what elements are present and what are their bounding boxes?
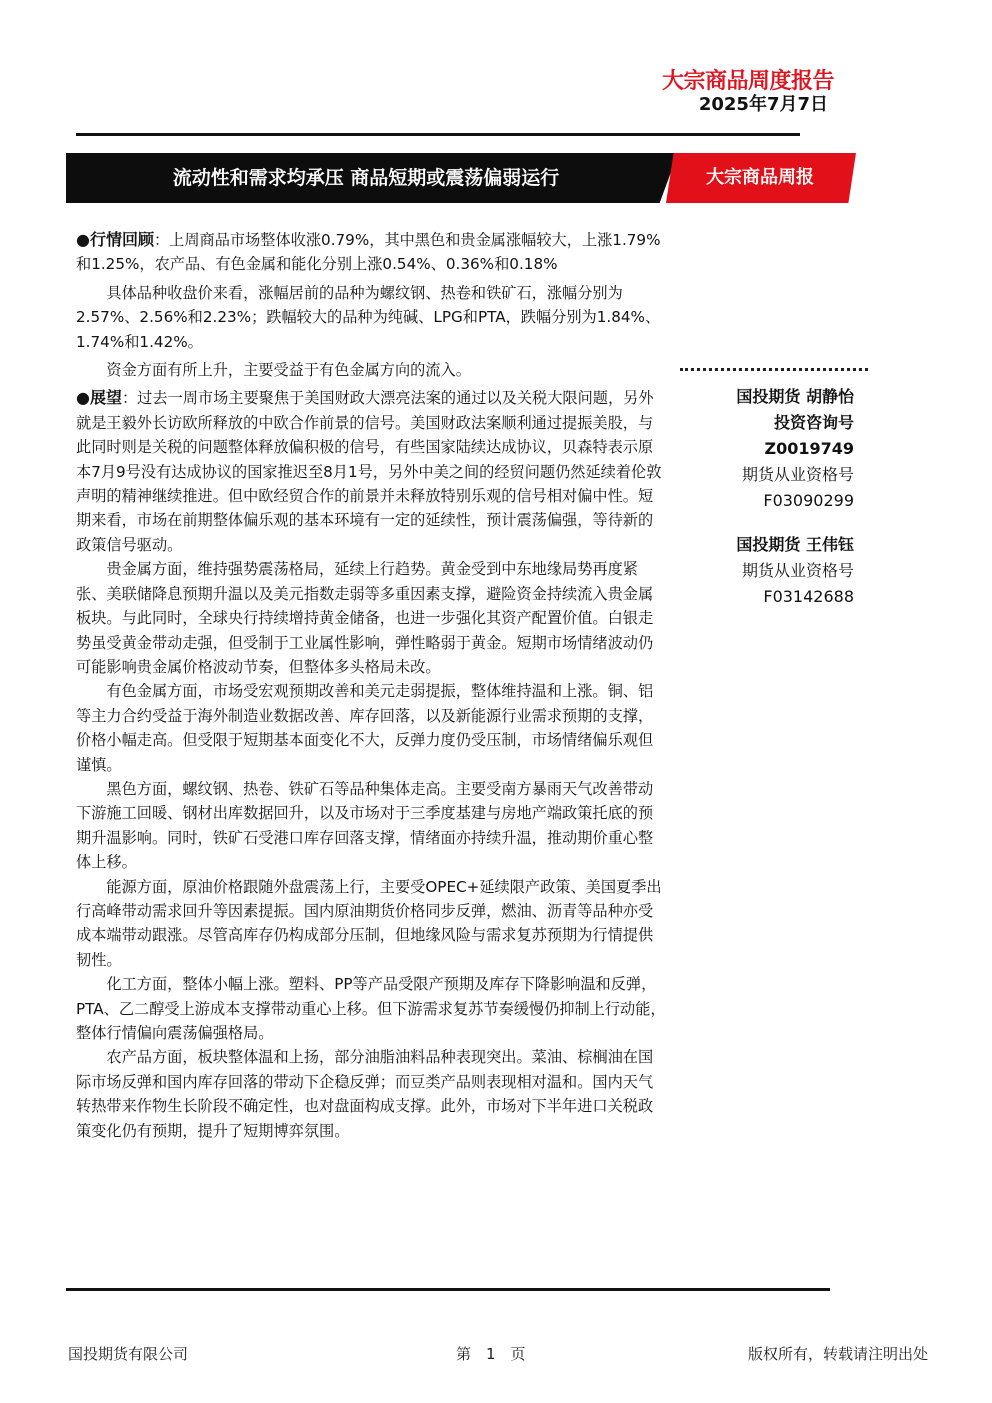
footer-page-number: 第 1 页	[456, 1345, 526, 1363]
author-spacer	[680, 514, 854, 532]
report-title: 大宗商品周度报告	[661, 69, 834, 94]
nonferrous-paragraph: 有色金属方面，市场受宏观预期改善和美元走弱提振，整体维持温和上涨。铜、铝等主力合约受益于海外制造业数据改善、库存回落，以及新能源行业需求预期的支撑，价格小幅走高。但受限于短期基本面变化不大，反弹力度仍受压制，市场情绪偏乐观但谨慎。	[76, 682, 654, 774]
outlook-text: ：过去一周市场主要聚焦于美国财政大漂亮法案的通过以及关税大限问题，另外就是王毅外长访欧所释放的中欧合作前景的信号。美国财政法案顺利通过提振美股，与此同时则是关税的问题整体释放偏积极的信号，有些国家陆续达成协议，贝森特表示原本7月9号没有达成协议的国家推迟至8月1号，另外中美之间的经贸问题仍然延续着伦敦声明的精神继续推进。但中欧经贸合作的前景并未释放特别乐观的信号相对偏中性。短期来看，市场在前期整体偏乐观的基本环境有一定的延续性，预计震荡偏强，等待新的政策信号驱动。	[76, 389, 662, 554]
author-2-name: 国投期货 王伟钰	[736, 535, 854, 554]
bottom-divider	[66, 1288, 830, 1291]
author-1-cert-number: Z0019749	[764, 439, 854, 458]
author-1-qual-label: 期货从业资格号	[741, 465, 854, 484]
page-title: 流动性和需求均承压 商品短期或震荡偏弱运行	[172, 167, 560, 189]
energy-paragraph: 能源方面，原油价格跟随外盘震荡上行，主要受OPEC+延续限产政策、美国夏季出行高峰带动需求回升等因素提振。国内原油期货价格同步反弹，燃油、沥青等品种亦受成本端带动跟涨。尽管高库存仍构成部分压制，但地缘风险与需求复苏预期为行情提供韧性。	[76, 877, 662, 969]
author-1-cert-label: 投资咨询号	[773, 413, 854, 432]
market-review-text: ：上周商品市场整体收涨0.79%，其中黑色和贵金属涨幅较大，上涨1.79%和1.25%，农产品、有色金属和能化分别上涨0.54%、0.36%和0.18%	[76, 231, 661, 274]
author-1-qual-number: F03090299	[763, 491, 854, 510]
outlook-paragraph	[76, 386, 666, 557]
varieties-paragraph: 具体品种收盘价来看，涨幅居前的品种为螺纹钢、热卷和铁矿石，涨幅分别为2.57%、2.56%和2.23%；跌幅较大的品种为纯碱、LPG和PTA，跌幅分别为1.84%、1.74%和1.42%。	[76, 283, 661, 351]
ferrous-paragraph: 黑色方面，螺纹钢、热卷、铁矿石等品种集体走高。主要受南方暴雨天气改善带动下游施工回暖、钢材出库数据回升，以及市场对于三季度基建与房地产端政策托底的预期升温影响。同时，铁矿石受港口库存回落支撑，情绪面亦持续升温，推动期价重心整体上移。	[76, 779, 654, 872]
market-review-paragraph	[76, 228, 666, 277]
funds-paragraph: 资金方面有所上升，主要受益于有色金属方向的流入。	[106, 361, 471, 380]
author-panel	[680, 384, 854, 610]
author-2-qual-number: F03142688	[763, 587, 854, 606]
footer-copyright: 版权所有，转载请注明出处	[747, 1345, 928, 1363]
outlook-label: ●展望	[76, 388, 122, 408]
section-label: 大宗商品周报	[706, 167, 814, 188]
top-divider	[76, 133, 800, 136]
report-body	[76, 228, 666, 1143]
report-date: 2025年7月7日	[698, 94, 828, 115]
sidebar-divider	[680, 368, 868, 371]
market-review-label: ●行情回顾	[76, 230, 154, 249]
author-2-qual-label: 期货从业资格号	[741, 561, 854, 580]
author-1-name: 国投期货 胡静怡	[736, 387, 854, 406]
precious-metals-paragraph: 贵金属方面，维持强势震荡格局，延续上行趋势。黄金受到中东地缘局势再度紧张、美联储降息预期升温以及美元指数走弱等多重因素支撑，避险资金持续流入贵金属板块。与此同时，全球央行持续增持黄金储备，也进一步强化其资产配置价值。白银走势虽受黄金带动走强，但受制于工业属性影响，弹性略弱于黄金。短期市场情绪波动仍可能影响贵金属价格波动节奏，但整体多头格局未改。	[76, 560, 654, 676]
agriculture-paragraph: 农产品方面，板块整体温和上扬，部分油脂油料品种表现突出。菜油、棕榈油在国际市场反弹和国内库存回落的带动下企稳反弹；而豆类产品则表现相对温和。国内天气转热带来作物生长阶段不确定性，也对盘面构成支撑。此外，市场对下半年进口关税政策变化仍有预期，提升了短期博弈氛围。	[76, 1048, 654, 1140]
footer-company: 国投期货有限公司	[68, 1345, 189, 1363]
chemical-paragraph: 化工方面，整体小幅上涨。塑料、PP等产品受限产预期及库存下降影响温和反弹，PTA、乙二醇受上游成本支撑带动重心上移。但下游需求复苏节奏缓慢仍抑制上行动能，整体行情偏向震荡偏强格局。	[76, 975, 666, 1042]
